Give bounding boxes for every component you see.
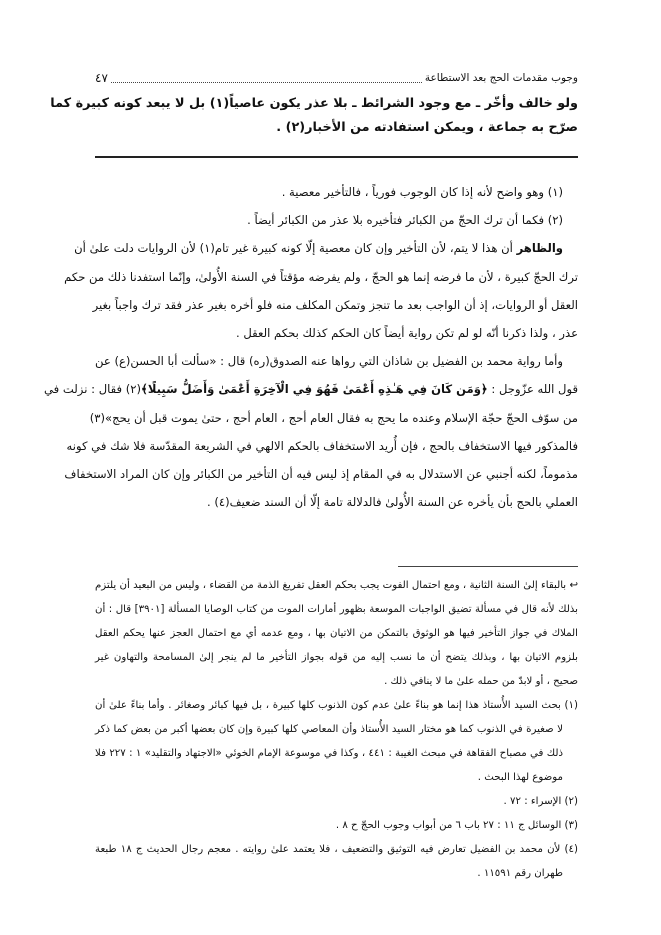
- text-line: ترك الحجّ كبيرة ، لأن ما فرضه إنما هو الحجّ ، ولم يفرضه مؤقتاً في السنة الأُولىٰ، وإنّما استفدنا ذلك من حكم: [64, 269, 578, 284]
- text-line: (٢) فكما أن ترك الحجّ من الكبائر فتأخيره بلا عذر من الكبائر أيضاً .: [247, 213, 563, 228]
- text-line: الملاك في جواز التأخير فيها هو الوثوق بالتمكن من الاتيان بها ، ومع عدمه أي مع احتمال العجز عنها يحكم العقل: [95, 628, 578, 639]
- text-line: (٢) الإسراء : ٧٢ .: [503, 796, 578, 807]
- footnote-separator: [398, 566, 578, 567]
- text-line: طهران رقم ١١٥٩١ .: [477, 868, 563, 879]
- text-line: من سوّف الحجّ حجّة الإسلام وعنده ما يحج به فقال العام أحج ، العام أحج ، حتىٰ يموت قبل أن يحج»(٣): [89, 410, 578, 425]
- paragraph: [95, 814, 578, 838]
- text-line: العملي بالحج بأن يأخره عن السنة الأُولىٰ فالدلالة تامة إلّا أن السند ضعيف(٤) .: [207, 495, 578, 510]
- emphasized-text: ﴿وَمَن كَانَ فِي هَـٰذِهِ أَعْمَىٰ فَهُوَ فِي الْآخِرَةِ أَعْمَىٰ وَأَضَلُّ سَبِيلًا﴾: [141, 382, 488, 397]
- text-line: بذلك لأنه قال في مسألة تضيق الواجبات الموسعة بظهور أمارات الموت من كتاب الوصايا المسألة [٣٩٠١] قال : أن: [95, 604, 578, 615]
- text-line: ولو خالف وأخّر ـ مع وجود الشرائط ـ بلا عذر يكون عاصياً(١) بل لا يبعد كونه كبيرة كما: [50, 96, 578, 111]
- emphasized-text: والظاهر: [516, 241, 563, 256]
- text-line: (١) وهو واضح لأنه إذا كان الوجوب فورياً ، فالتأخير معصية .: [281, 185, 563, 199]
- header-leader-dots: [111, 73, 422, 83]
- text-span: أن هذا لا يتم، لأن التأخير وإن كان معصية إلّا كونه كبيرة غير تام(١) لأن الروايات دلت علىٰ أن: [74, 241, 517, 256]
- text-line: [44, 375, 578, 403]
- header-title: وجوب مقدمات الحج بعد الاستطاعة: [424, 72, 578, 84]
- page-number: ٤٧: [95, 71, 108, 85]
- text-line: (٤) لأن محمد بن الفضيل تعارض فيه التوثيق والتضعيف ، فلا يعتمد علىٰ روايته . معجم رجال الحديث ج ١٨ طبعة: [95, 844, 578, 855]
- text-line: ↩ بالبقاء إلىٰ السنة الثانية ، ومع احتمال الفوت يجب بحكم العقل تفريغ الذمة من القضاء ، وليس من البعيد أن يلتزم: [95, 580, 578, 591]
- text-line: وأما رواية محمد بن الفضيل بن شاذان التي رواها عنه الصدوق(ره) قال : «سألت أبا الحسن(ع) عن: [95, 354, 563, 369]
- text-line: (٣) الوسائل ج ١١ : ٢٧ باب ٦ من أبواب وجوب الحجّ ح ٨ .: [335, 820, 578, 831]
- main-text: [50, 92, 578, 140]
- text-span: (٢) فقال : نزلت في: [44, 382, 142, 397]
- paragraph: [50, 92, 578, 140]
- commentary-text: [44, 178, 578, 516]
- text-span: قول الله عزّوجل :: [487, 382, 578, 397]
- paragraph: [95, 694, 578, 790]
- paragraph: [95, 178, 578, 206]
- text-line: فالمذكور فيها الاستخفاف بالحج ، فإن أُريد الاستخفاف بالحكم الالهي في الشريعة المقدّسة فلا شك في كونه: [66, 438, 578, 453]
- text-line: صرّح به جماعة ، ويمكن استفادته من الأخبار(٢) .: [276, 120, 578, 135]
- footnotes: [95, 574, 578, 886]
- text-line: عذر ، ولذا ذكرنا أنّه لو لم تكن رواية أيضاً كان الحكم كذلك بحكم العقل .: [235, 326, 578, 341]
- text-line: [74, 234, 578, 262]
- paragraph: [44, 347, 578, 516]
- text-line: موضوع لهذا البحث .: [477, 772, 563, 783]
- text-line: بلزوم الاتيان بها ، وبذلك يتضح أن ما نسب إليه من قوله بجواز التأخير ما لم ينجر إلىٰ المسامحة والتهاون غير: [95, 652, 578, 663]
- text-line: مذموماً، لكنه أجنبي عن الاستدلال به في المقام إذ ليس فيه أن التأخير من الكبائر وإن كان المراد الاستخفاف: [64, 467, 578, 482]
- paragraph: [95, 790, 578, 814]
- text-line: (١) بحث السيد الأُستاذ هذا إنما هو بناءً علىٰ عدم كون الذنوب كلها كبيرة ، بل فيها كبائر وصغائر . وأما بناءً علىٰ أن: [95, 700, 578, 711]
- paragraph: [95, 838, 578, 886]
- text-line: العقل أو الروايات، إذ أن الواجب بعد ما تنجز وتمكن المكلف منه فلو أخره بغير عذر فقد ترك واجباً بغير: [92, 297, 578, 312]
- paragraph: [64, 234, 578, 347]
- text-line: ذلك في مصباح الفقاهة في مبحث الغيبة : ٤٤١ ، وكذا في موسوعة الإمام الخوئي «الاجتهاد والتقليد» ١ : ٢٢٧ فلا: [95, 748, 563, 759]
- text-line: لا صغيرة في الذنوب كما هو مختار السيد الأُستاذ وأن المعاصي كلها كبيرة وإن كان بعضها أكبر من بعض كما ذكر: [95, 724, 563, 735]
- section-divider: [95, 156, 578, 158]
- paragraph: [95, 574, 578, 694]
- text-line: صحيح ، أو لابدّ من حمله علىٰ ما لا ينافي ذلك .: [384, 676, 578, 687]
- running-header: [95, 68, 578, 88]
- paragraph: [95, 206, 578, 234]
